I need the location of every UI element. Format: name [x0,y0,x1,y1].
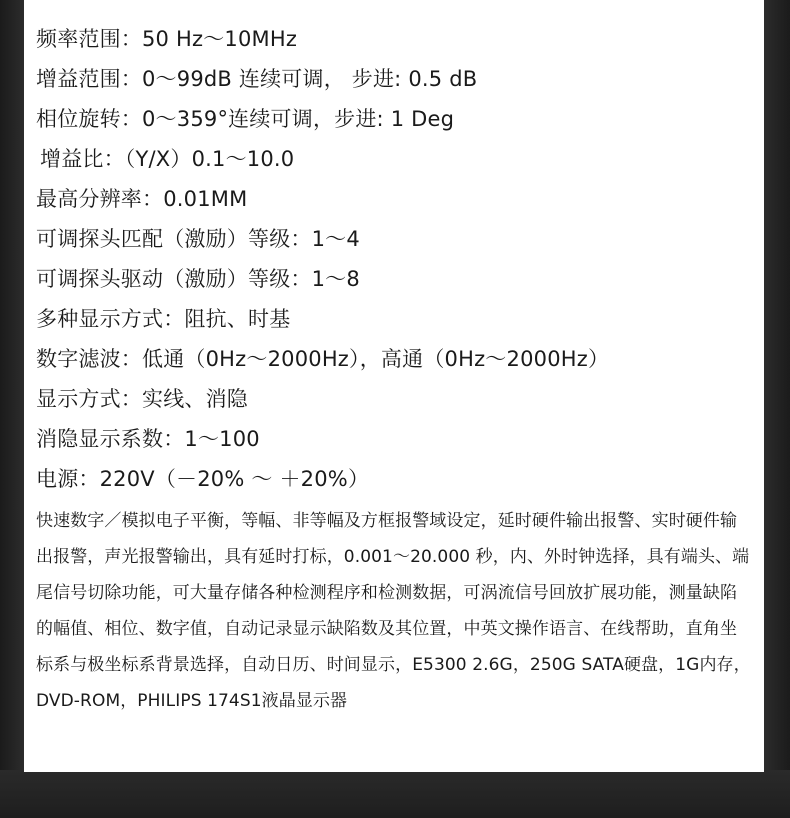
spec-digital-filter: 数字滤波：低通（0Hz～2000Hz），高通（0Hz～2000Hz） [36,347,610,371]
spec-panel [24,0,764,772]
spec-frequency-range: 频率范围：50 Hz～10MHz [36,27,298,51]
left-dark-border [0,0,24,818]
feature-description: 快速数字／模拟电子平衡，等幅、非等幅及方框报警域设定，延时硬件输出报警、实时硬件输出报警，声光报警输出，具有延时打标，0.001～20.000 秒，内、外时钟选择，具有端头、端尾信号切除功能，可大量存储各种检测程序和检测数据，可涡流信号回放扩展功能，测量缺陷的幅值、相位、数字值，自动记录显示缺陷数及其位置，中英文操作语言、在线帮助，直角坐标系与极坐标系背景选择，自动日历、时间显示，E5300 2.6G，250G SATA硬盘，1G内存，DVD-ROM，PHILIPS 174S1液晶显示器 [36,511,751,711]
spec-gain-ratio: 增益比：（Y/X）0.1～10.0 [40,147,295,171]
spec-max-resolution: 最高分辨率：0.01MM [36,187,248,211]
spec-list [36,19,764,499]
spec-display-modes: 多种显示方式：阻抗、时基 [36,307,291,331]
spec-blanking-coefficient: 消隐显示系数：1～100 [36,427,260,451]
right-dark-border [764,0,790,818]
spec-gain-range: 增益范围：0～99dB 连续可调， 步进: 0.5 dB [36,67,478,91]
spec-display-style: 显示方式：实线、消隐 [36,387,248,411]
bottom-dark-border [0,770,790,818]
spec-phase-rotation: 相位旋转：0～359°连续可调，步进: 1 Deg [36,107,455,131]
spec-probe-drive: 可调探头驱动（激励）等级：1～8 [36,267,360,291]
spec-power-supply: 电源：220V（－20% ～ ＋20%） [36,467,370,491]
spec-probe-matching: 可调探头匹配（激励）等级：1～4 [36,227,360,251]
